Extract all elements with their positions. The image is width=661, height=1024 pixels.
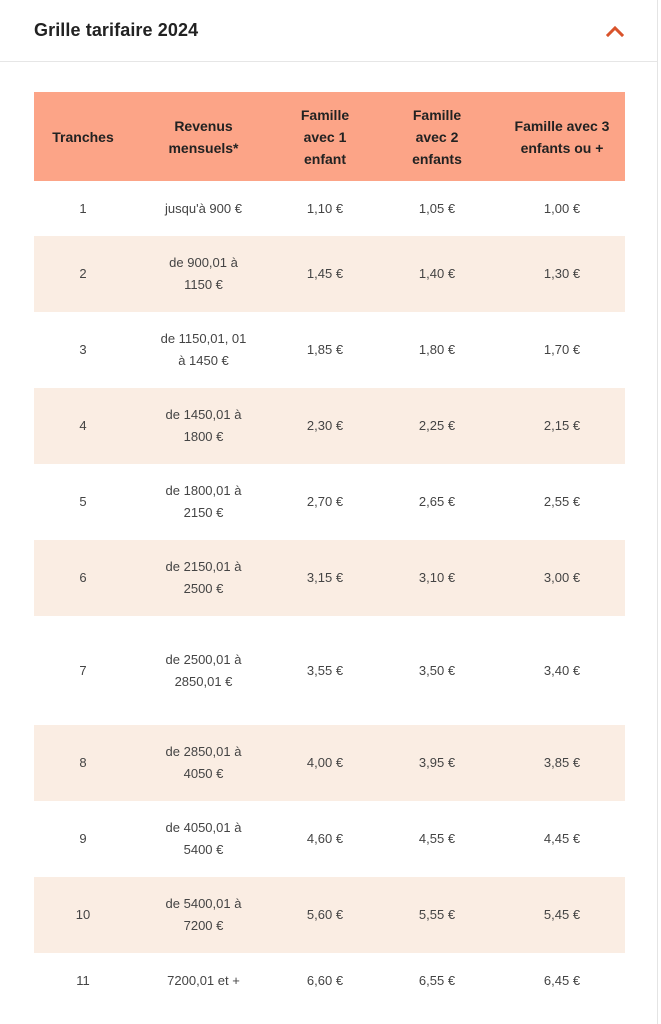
table-row <box>34 388 625 464</box>
cell-revenus: de 2150,01 à 2500 € <box>132 540 275 616</box>
table-row <box>34 540 625 616</box>
cell-famille-1-enfant: 2,30 € <box>275 388 375 464</box>
cell-tranche: 1 <box>34 181 132 236</box>
cell-revenus: de 1450,01 à 1800 € <box>132 388 275 464</box>
cell-revenus: de 5400,01 à 7200 € <box>132 877 275 953</box>
cell-famille-1-enfant: 1,45 € <box>275 236 375 312</box>
chevron-up-icon[interactable] <box>605 21 625 41</box>
cell-tranche: 5 <box>34 464 132 540</box>
cell-revenus: jusqu'à 900 € <box>132 181 275 236</box>
cell-famille-3-enfants: 2,15 € <box>499 388 625 464</box>
cell-famille-2-enfants: 4,55 € <box>375 801 499 877</box>
cell-tranche: 8 <box>34 725 132 801</box>
cell-famille-1-enfant: 3,15 € <box>275 540 375 616</box>
table-row <box>34 801 625 877</box>
table-row <box>34 725 625 801</box>
tariff-table-wrapper <box>34 92 625 1008</box>
table-row <box>34 236 625 312</box>
tariff-table <box>34 92 625 1008</box>
cell-famille-3-enfants: 1,70 € <box>499 312 625 388</box>
table-header-row <box>34 92 625 181</box>
table-row <box>34 181 625 236</box>
cell-famille-1-enfant: 1,85 € <box>275 312 375 388</box>
cell-famille-2-enfants: 5,55 € <box>375 877 499 953</box>
cell-famille-2-enfants: 1,05 € <box>375 181 499 236</box>
cell-tranche: 11 <box>34 953 132 1008</box>
cell-revenus: de 1800,01 à 2150 € <box>132 464 275 540</box>
cell-famille-3-enfants: 2,55 € <box>499 464 625 540</box>
header-revenus: Revenus mensuels* <box>132 92 275 181</box>
cell-famille-2-enfants: 3,10 € <box>375 540 499 616</box>
cell-famille-1-enfant: 3,55 € <box>275 616 375 725</box>
cell-tranche: 4 <box>34 388 132 464</box>
table-row <box>34 312 625 388</box>
cell-tranche: 7 <box>34 616 132 725</box>
cell-famille-3-enfants: 3,40 € <box>499 616 625 725</box>
cell-revenus: de 2850,01 à 4050 € <box>132 725 275 801</box>
cell-revenus: de 1150,01, 01 à 1450 € <box>132 312 275 388</box>
cell-famille-1-enfant: 2,70 € <box>275 464 375 540</box>
cell-famille-3-enfants: 3,00 € <box>499 540 625 616</box>
cell-famille-1-enfant: 4,00 € <box>275 725 375 801</box>
cell-tranche: 2 <box>34 236 132 312</box>
cell-famille-2-enfants: 1,40 € <box>375 236 499 312</box>
cell-famille-2-enfants: 3,50 € <box>375 616 499 725</box>
accordion-header[interactable] <box>0 0 657 62</box>
cell-famille-3-enfants: 3,85 € <box>499 725 625 801</box>
cell-famille-2-enfants: 1,80 € <box>375 312 499 388</box>
cell-famille-2-enfants: 2,65 € <box>375 464 499 540</box>
header-famille-3-enfants: Famille avec 3 enfants ou + <box>499 92 625 181</box>
cell-tranche: 10 <box>34 877 132 953</box>
cell-famille-1-enfant: 6,60 € <box>275 953 375 1008</box>
accordion-title: Grille tarifaire 2024 <box>34 20 199 40</box>
cell-famille-3-enfants: 1,00 € <box>499 181 625 236</box>
cell-revenus: de 2500,01 à 2850,01 € <box>132 616 275 725</box>
table-row <box>34 616 625 725</box>
table-row <box>34 464 625 540</box>
cell-revenus: de 900,01 à 1150 € <box>132 236 275 312</box>
cell-famille-1-enfant: 5,60 € <box>275 877 375 953</box>
table-row <box>34 877 625 953</box>
cell-revenus: de 4050,01 à 5400 € <box>132 801 275 877</box>
cell-famille-1-enfant: 1,10 € <box>275 181 375 236</box>
cell-famille-3-enfants: 1,30 € <box>499 236 625 312</box>
table-header <box>34 92 625 181</box>
table-row <box>34 953 625 1008</box>
cell-famille-2-enfants: 2,25 € <box>375 388 499 464</box>
cell-famille-3-enfants: 4,45 € <box>499 801 625 877</box>
cell-famille-2-enfants: 3,95 € <box>375 725 499 801</box>
cell-tranche: 3 <box>34 312 132 388</box>
cell-famille-1-enfant: 4,60 € <box>275 801 375 877</box>
cell-tranche: 6 <box>34 540 132 616</box>
cell-famille-3-enfants: 5,45 € <box>499 877 625 953</box>
chevron-up-icon-shape <box>606 25 624 37</box>
cell-famille-3-enfants: 6,45 € <box>499 953 625 1008</box>
cell-tranche: 9 <box>34 801 132 877</box>
header-famille-1-enfant: Famille avec 1 enfant <box>275 92 375 181</box>
cell-famille-2-enfants: 6,55 € <box>375 953 499 1008</box>
header-famille-2-enfants: Famille avec 2 enfants <box>375 92 499 181</box>
cell-revenus: 7200,01 et + <box>132 953 275 1008</box>
table-body <box>34 181 625 1008</box>
header-tranches: Tranches <box>34 92 132 181</box>
